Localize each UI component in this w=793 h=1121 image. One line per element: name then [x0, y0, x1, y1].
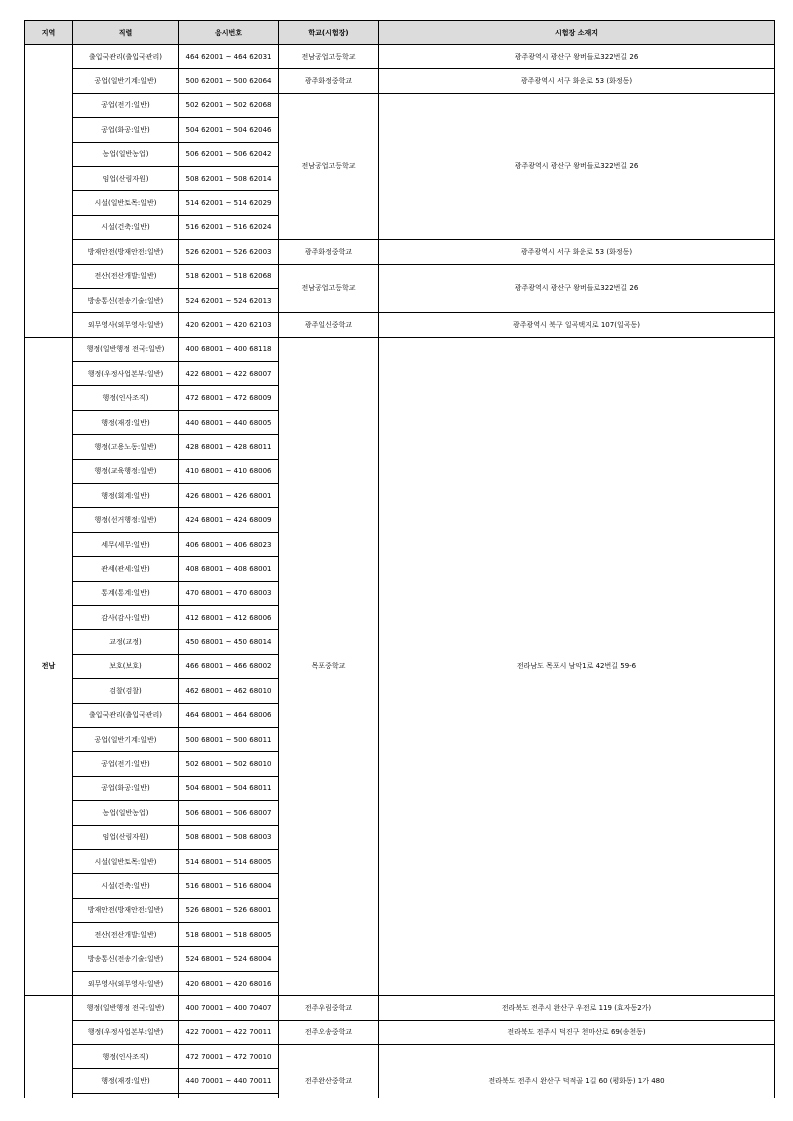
header-exam-no: 응시번호	[179, 21, 279, 45]
exam-no-cell: 502 62001 ~ 502 62068	[179, 93, 279, 117]
job-cell: 행정(일반행정 전국:일반)	[73, 996, 179, 1020]
table-row	[25, 69, 775, 93]
exam-no-cell: 506 68001 ~ 506 68007	[179, 801, 279, 825]
exam-no-cell: 408 68001 ~ 408 68001	[179, 557, 279, 581]
job-cell: 감사(감사:일반)	[73, 605, 179, 629]
job-cell: 시설(일반토목:일반)	[73, 191, 179, 215]
exam-no-cell: 440 68001 ~ 440 68005	[179, 410, 279, 434]
job-cell: 행정(고용노동:일반)	[73, 435, 179, 459]
school-cell: 전남공업고등학교	[279, 93, 379, 239]
table-row	[25, 1020, 775, 1044]
region-cell-jeonbuk	[25, 996, 73, 1098]
job-cell: 농업(일반농업)	[73, 801, 179, 825]
job-cell: 행정(재경:일반)	[73, 410, 179, 434]
job-cell: 행정(선거행정:일반)	[73, 508, 179, 532]
exam-no-cell: 466 68001 ~ 466 68002	[179, 654, 279, 678]
job-cell: 방재안전(방재안전:일반)	[73, 898, 179, 922]
exam-no-cell: 422 68001 ~ 422 68007	[179, 362, 279, 386]
job-cell: 행정(일반행정 전국:일반)	[73, 337, 179, 361]
address-cell: 광주광역시 서구 화운로 53 (화정동)	[379, 69, 775, 93]
job-cell: 행정(인사조직)	[73, 1045, 179, 1069]
job-cell: 검찰(검찰)	[73, 679, 179, 703]
table-header-row	[25, 21, 775, 45]
exam-no-cell: 524 68001 ~ 524 68004	[179, 947, 279, 971]
exam-no-cell: 462 68001 ~ 462 68010	[179, 679, 279, 703]
job-cell: 통계(통계:일반)	[73, 581, 179, 605]
exam-no-cell: 518 68001 ~ 518 68005	[179, 923, 279, 947]
job-cell: 행정(인사조직)	[73, 386, 179, 410]
school-cell: 전주우림중학교	[279, 996, 379, 1020]
exam-no-cell: 472 70001 ~ 472 70010	[179, 1045, 279, 1069]
school-cell: 광주화정중학교	[279, 69, 379, 93]
school-cell: 목포중학교	[279, 337, 379, 996]
exam-no-cell: 502 68001 ~ 502 68010	[179, 752, 279, 776]
job-cell: 출입국관리(출입국관리)	[73, 45, 179, 69]
header-job: 직렬	[73, 21, 179, 45]
exam-no-cell: 412 68001 ~ 412 68006	[179, 605, 279, 629]
job-cell: 전산(전산개발:일반)	[73, 923, 179, 947]
header-region: 지역	[25, 21, 73, 45]
exam-no-cell: 422 70001 ~ 422 70011	[179, 1020, 279, 1044]
exam-no-cell: 410 68001 ~ 410 68006	[179, 459, 279, 483]
address-cell: 광주광역시 광산구 왕버들로322번길 26	[379, 264, 775, 313]
job-cell: 시설(건축:일반)	[73, 215, 179, 239]
exam-no-cell: 470 68001 ~ 470 68003	[179, 581, 279, 605]
job-cell: 행정(우정사업본부:일반)	[73, 1020, 179, 1044]
exam-no-cell: 472 68001 ~ 472 68009	[179, 386, 279, 410]
exam-no-cell: 524 62001 ~ 524 62013	[179, 288, 279, 312]
table-row	[25, 996, 775, 1020]
job-cell: 공업(화공:일반)	[73, 776, 179, 800]
job-cell: 공업(일반기계:일반)	[73, 69, 179, 93]
address-cell: 광주광역시 서구 화운로 53 (화정동)	[379, 240, 775, 264]
exam-no-cell: 508 62001 ~ 508 62014	[179, 166, 279, 190]
exam-no-cell: 406 68001 ~ 406 68023	[179, 532, 279, 556]
table-row	[25, 313, 775, 337]
address-cell: 광주광역시 북구 일곡택지로 107(일곡동)	[379, 313, 775, 337]
exam-no-cell: 420 62001 ~ 420 62103	[179, 313, 279, 337]
exam-venue-table	[24, 20, 775, 1098]
exam-no-cell: 420 68001 ~ 420 68016	[179, 971, 279, 995]
exam-no-cell: 400 68001 ~ 400 68118	[179, 337, 279, 361]
job-cell: 행정(회계:일반)	[73, 484, 179, 508]
exam-no-cell: 464 68001 ~ 464 68006	[179, 703, 279, 727]
job-cell	[73, 1093, 179, 1098]
exam-no-cell: 508 68001 ~ 508 68003	[179, 825, 279, 849]
job-cell: 공업(일반기계:일반)	[73, 727, 179, 751]
address-cell: 전라남도 목포시 남악1로 42번길 59-6	[379, 337, 775, 996]
job-cell: 방재안전(방재안전:일반)	[73, 240, 179, 264]
exam-no-cell: 450 68001 ~ 450 68014	[179, 630, 279, 654]
job-cell: 시설(일반토목:일반)	[73, 849, 179, 873]
school-cell: 광주화정중학교	[279, 240, 379, 264]
exam-no-cell: 428 68001 ~ 428 68011	[179, 435, 279, 459]
table-row	[25, 93, 775, 117]
region-cell-gwangju	[25, 45, 73, 338]
job-cell: 공업(화공:일반)	[73, 118, 179, 142]
school-cell: 전주오송중학교	[279, 1020, 379, 1044]
exam-no-cell: 426 68001 ~ 426 68001	[179, 484, 279, 508]
exam-no-cell: 516 68001 ~ 516 68004	[179, 874, 279, 898]
table-row	[25, 264, 775, 288]
job-cell: 방송통신(전송기술:일반)	[73, 947, 179, 971]
document-page	[24, 20, 774, 1098]
exam-no-cell: 514 62001 ~ 514 62029	[179, 191, 279, 215]
exam-no-cell: 518 62001 ~ 518 62068	[179, 264, 279, 288]
job-cell: 임업(산림자원)	[73, 166, 179, 190]
job-cell: 시설(건축:일반)	[73, 874, 179, 898]
job-cell: 행정(우정사업본부:일반)	[73, 362, 179, 386]
job-cell: 관세(관세:일반)	[73, 557, 179, 581]
exam-no-cell: 526 68001 ~ 526 68001	[179, 898, 279, 922]
address-cell: 전라북도 전주시 덕진구 천마산로 69(송천동)	[379, 1020, 775, 1044]
table-row	[25, 45, 775, 69]
exam-no-cell: 400 70001 ~ 400 70407	[179, 996, 279, 1020]
job-cell: 출입국관리(출입국관리)	[73, 703, 179, 727]
region-cell-jeonnam: 전남	[25, 337, 73, 996]
exam-no-cell: 514 68001 ~ 514 68005	[179, 849, 279, 873]
table-row	[25, 337, 775, 361]
school-cell: 광주일신중학교	[279, 313, 379, 337]
address-cell: 광주광역시 광산구 왕버들로322번길 26	[379, 45, 775, 69]
job-cell: 행정(재경:일반)	[73, 1069, 179, 1093]
job-cell: 교정(교정)	[73, 630, 179, 654]
job-cell: 세무(세무:일반)	[73, 532, 179, 556]
job-cell: 외무영사(외무영사:일반)	[73, 971, 179, 995]
school-cell: 전남공업고등학교	[279, 264, 379, 313]
table-row	[25, 240, 775, 264]
exam-no-cell: 516 62001 ~ 516 62024	[179, 215, 279, 239]
exam-no-cell: 500 62001 ~ 500 62064	[179, 69, 279, 93]
exam-no-cell: 504 68001 ~ 504 68011	[179, 776, 279, 800]
exam-no-cell: 424 68001 ~ 424 68009	[179, 508, 279, 532]
header-address: 시험장 소재지	[379, 21, 775, 45]
job-cell: 외무영사(외무영사:일반)	[73, 313, 179, 337]
exam-no-cell: 464 62001 ~ 464 62031	[179, 45, 279, 69]
school-cell: 전주완산중학교	[279, 1045, 379, 1098]
job-cell: 방송통신(전송기술:일반)	[73, 288, 179, 312]
table-row	[25, 1045, 775, 1069]
job-cell: 보호(보호)	[73, 654, 179, 678]
exam-no-cell	[179, 1093, 279, 1098]
job-cell: 임업(산림자원)	[73, 825, 179, 849]
job-cell: 전산(전산개발:일반)	[73, 264, 179, 288]
exam-no-cell: 440 70001 ~ 440 70011	[179, 1069, 279, 1093]
job-cell: 행정(교육행정:일반)	[73, 459, 179, 483]
job-cell: 공업(전기:일반)	[73, 93, 179, 117]
exam-no-cell: 506 62001 ~ 506 62042	[179, 142, 279, 166]
address-cell: 전라북도 전주시 완산구 덕적골 1길 60 (평화동) 1가 480	[379, 1045, 775, 1098]
exam-no-cell: 500 68001 ~ 500 68011	[179, 727, 279, 751]
exam-no-cell: 526 62001 ~ 526 62003	[179, 240, 279, 264]
exam-no-cell: 504 62001 ~ 504 62046	[179, 118, 279, 142]
header-school: 학교(시험장)	[279, 21, 379, 45]
school-cell: 전남공업고등학교	[279, 45, 379, 69]
address-cell: 광주광역시 광산구 왕버들로322번길 26	[379, 93, 775, 239]
job-cell: 공업(전기:일반)	[73, 752, 179, 776]
address-cell: 전라북도 전주시 완산구 우전로 119 (효자동2가)	[379, 996, 775, 1020]
job-cell: 농업(일반농업)	[73, 142, 179, 166]
